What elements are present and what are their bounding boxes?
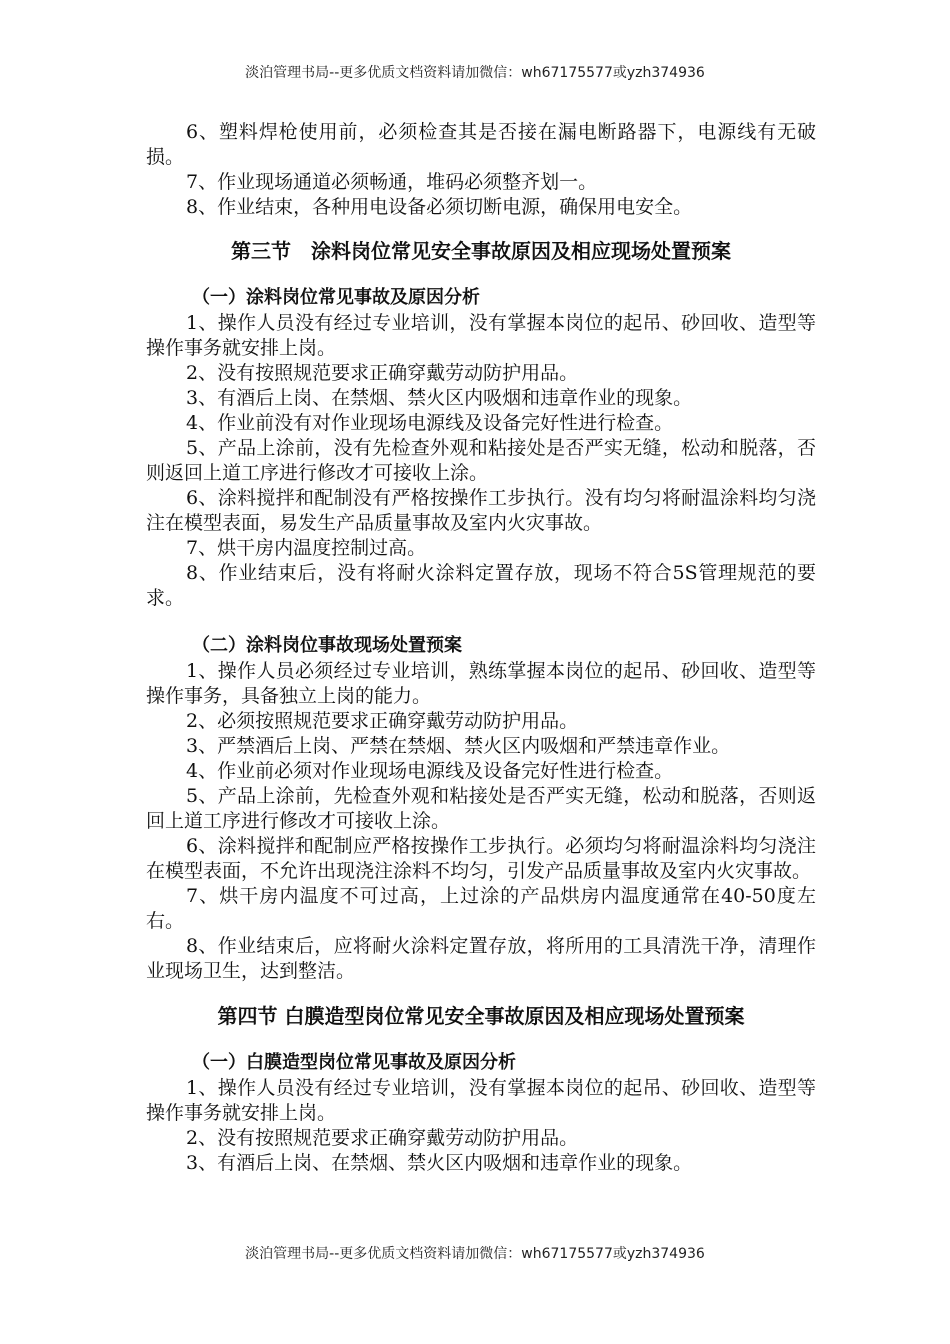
page-footer: 淡泊管理书局--更多优质文档资料请加微信：wh67175577或yzh374936 — [245, 1246, 705, 1262]
section-4-title: 第四节 白膜造型岗位常见安全事故原因及相应现场处置预案 — [217, 1004, 745, 1028]
list-item: 3、严禁酒后上岗、严禁在禁烟、禁火区内吸烟和严禁违章作业。 — [186, 735, 731, 757]
list-item: 6、涂料搅拌和配制应严格按操作工步执行。必须均匀将耐温涂料均匀浇注在模型表面，不允许出现浇注涂料不均匀，引发产品质量事故及室内火灾事故。 — [146, 835, 816, 882]
list-item: 2、没有按照规范要求正确穿戴劳动防护用品。 — [186, 362, 579, 384]
list-item: 2、必须按照规范要求正确穿戴劳动防护用品。 — [186, 710, 579, 732]
section-3-sub-1-title: （一）涂料岗位常见事故及原因分析 — [192, 287, 480, 308]
list-item: 8、作业结束后，应将耐火涂料定置存放，将所用的工具清洗干净，清理作业现场卫生，达到整洁。 — [146, 935, 816, 982]
list-item: 5、产品上涂前，先检查外观和粘接处是否严实无缝，松动和脱落，否则返回上道工序进行修改才可接收上涂。 — [146, 785, 816, 832]
list-item: 7、烘干房内温度控制过高。 — [186, 537, 427, 559]
list-item: 8、作业结束后，没有将耐火涂料定置存放，现场不符合5S管理规范的要求。 — [146, 562, 816, 609]
list-item: 7、作业现场通道必须畅通，堆码必须整齐划一。 — [186, 171, 598, 193]
list-item: 1、操作人员没有经过专业培训，没有掌握本岗位的起吊、砂回收、造型等操作事务就安排上岗。 — [146, 1077, 816, 1124]
list-item: 6、涂料搅拌和配制没有严格按操作工步执行。没有均匀将耐温涂料均匀浇注在模型表面，易发生产品质量事故及室内火灾事故。 — [146, 487, 816, 534]
document-body — [146, 120, 816, 1176]
list-item: 3、有酒后上岗、在禁烟、禁火区内吸烟和违章作业的现象。 — [186, 1152, 693, 1174]
list-item: 4、作业前必须对作业现场电源线及设备完好性进行检查。 — [186, 760, 674, 782]
section-4-sub-1-title: （一）白膜造型岗位常见事故及原因分析 — [192, 1052, 516, 1073]
list-item: 7、烘干房内温度不可过高，上过涂的产品烘房内温度通常在40-50度左右。 — [146, 885, 816, 932]
list-item: 3、有酒后上岗、在禁烟、禁火区内吸烟和违章作业的现象。 — [186, 387, 693, 409]
list-item: 1、操作人员必须经过专业培训，熟练掌握本岗位的起吊、砂回收、造型等操作事务，具备独立上岗的能力。 — [146, 660, 816, 707]
list-item: 6、塑料焊枪使用前，必须检查其是否接在漏电断路器下，电源线有无破损。 — [146, 121, 816, 168]
list-item: 2、没有按照规范要求正确穿戴劳动防护用品。 — [186, 1127, 579, 1149]
list-item: 1、操作人员没有经过专业培训，没有掌握本岗位的起吊、砂回收、造型等操作事务就安排上岗。 — [146, 312, 816, 359]
list-item: 5、产品上涂前，没有先检查外观和粘接处是否严实无缝，松动和脱落，否则返回上道工序进行修改才可接收上涂。 — [146, 437, 816, 484]
list-item: 8、作业结束，各种用电设备必须切断电源，确保用电安全。 — [186, 196, 693, 218]
section-3-title: 第三节 涂料岗位常见安全事故原因及相应现场处置预案 — [231, 239, 731, 263]
page-header: 淡泊管理书局--更多优质文档资料请加微信：wh67175577或yzh374936 — [245, 65, 705, 81]
list-item: 4、作业前没有对作业现场电源线及设备完好性进行检查。 — [186, 412, 674, 434]
section-3-sub-2-title: （二）涂料岗位事故现场处置预案 — [192, 635, 462, 656]
